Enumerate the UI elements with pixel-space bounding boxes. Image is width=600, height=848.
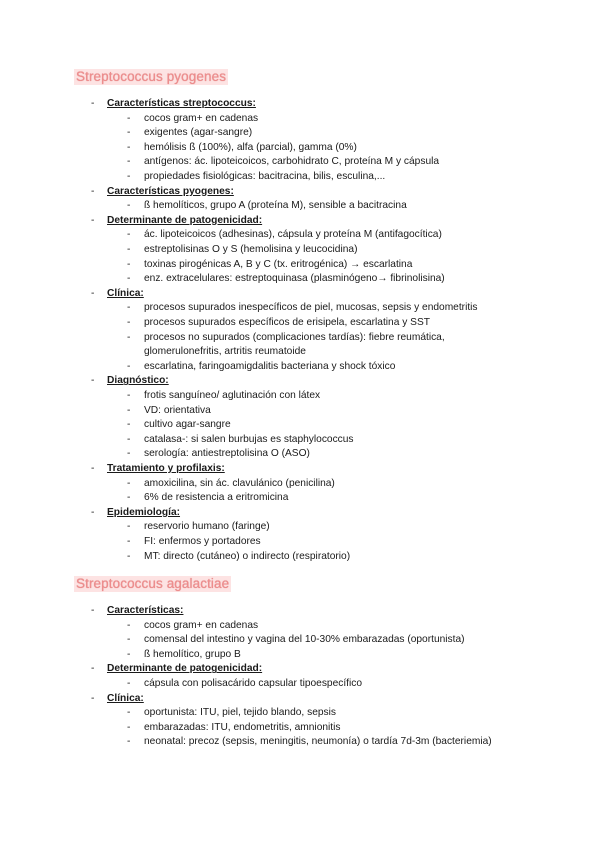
bullet-dash: - (127, 156, 131, 168)
bullet-dash: - (127, 404, 131, 416)
bullet-dash: - (127, 477, 131, 489)
bullet-dash: - (127, 127, 131, 139)
item-text: FI: enfermos y portadores (144, 536, 261, 547)
item-text: escarlatina, faringoamigdalitis bacteriana y shock tóxico (144, 360, 396, 372)
item-text: comensal del intestino y vagina del 10-30% embarazadas (oportunista) (144, 634, 465, 646)
item-text: reservorio humano (faringe) (144, 521, 270, 533)
bullet-dash: - (127, 419, 131, 431)
item-text: frotis sanguíneo/ aglutinación con látex (144, 390, 321, 401)
bullet-dash: - (127, 707, 131, 719)
item-text: MT: directo (cutáneo) o indirecto (respiratorio) (144, 550, 351, 562)
group-label: Clínica: (107, 287, 144, 299)
bullet-dash: - (127, 171, 131, 182)
item-text: estreptolisinas O y S (hemolisina y leucocidina) (144, 244, 358, 255)
item-text: embarazadas: ITU, endometritis, amnionitis (144, 721, 341, 733)
item-text: hemólisis ß (100%), alfa (parcial), gamma (0%) (144, 141, 357, 153)
bullet-dash: - (127, 112, 131, 124)
item-text: procesos supurados específicos de erisipela, escarlatina y SST (144, 317, 430, 328)
bullet-dash: - (127, 200, 131, 212)
item-text: ß hemolítico, grupo B (144, 648, 241, 660)
item-text: oportunista: ITU, piel, tejido blando, sepsis (144, 707, 336, 719)
item-text: propiedades fisiológicas: bacitracina, bilis, esculina,... (144, 171, 386, 182)
bullet-dash: - (127, 229, 131, 241)
bullet-dash: - (127, 302, 131, 314)
bullet-dash: - (91, 214, 95, 226)
group-label: Características: (107, 605, 184, 616)
group-label: Tratamiento y profilaxis: (107, 463, 225, 474)
item-text: procesos supurados inespecíficos de piel, mucosas, sepsis y endometritis (144, 302, 478, 314)
group-label: Diagnóstico: (107, 375, 169, 387)
bullet-dash: - (91, 463, 95, 474)
item-text: cápsula con polisacárido capsular tipoespecífico (144, 678, 363, 689)
bullet-dash: - (127, 648, 131, 660)
section-heading: Streptococcus agalactiae (76, 576, 230, 591)
item-text: cultivo agar-sangre (144, 419, 231, 431)
group-label: Determinante de patogenicidad: (107, 663, 263, 675)
item-text: procesos no supurados (complicaciones tardías): fiebre reumática, (144, 331, 445, 343)
bullet-dash: - (91, 185, 95, 197)
bullet-dash: - (127, 244, 131, 255)
bullet-dash: - (127, 492, 131, 504)
item-text: glomerulonefritis, artritis reumatoide (144, 346, 306, 358)
bullet-dash: - (91, 605, 95, 616)
bullet-dash: - (127, 273, 131, 285)
item-text: 6% de resistencia a eritromicina (144, 492, 289, 504)
bullet-dash: - (127, 536, 131, 547)
bullet-dash: - (127, 390, 131, 401)
group-label: Epidemiología: (107, 506, 181, 518)
bullet-dash: - (127, 448, 131, 460)
item-text: VD: orientativa (144, 404, 211, 416)
item-text: cocos gram+ en cadenas (144, 112, 259, 124)
item-text: amoxicilina, sin ác. clavulánico (penicilina) (144, 477, 335, 489)
bullet-dash: - (91, 506, 95, 518)
item-text: catalasa-: si salen burbujas es staphylococcus (144, 433, 354, 445)
section-heading: Streptococcus pyogenes (76, 69, 227, 84)
group-label: Características pyogenes: (107, 185, 234, 197)
item-text: antígenos: ác. lipoteicoicos, carbohidrato C, proteína M y cápsula (144, 156, 440, 168)
bullet-dash: - (127, 634, 131, 646)
group-label: Características streptococcus: (107, 98, 256, 109)
bullet-dash: - (127, 317, 131, 328)
bullet-dash: - (127, 550, 131, 562)
group-label: Clínica: (107, 692, 144, 704)
bullet-dash: - (91, 692, 95, 704)
bullet-dash: - (127, 736, 131, 748)
bullet-dash: - (91, 287, 95, 299)
bullet-dash: - (127, 360, 131, 372)
item-text: cocos gram+ en cadenas (144, 619, 259, 631)
item-text: serología: antiestreptolisina O (ASO) (144, 448, 310, 460)
bullet-dash: - (127, 678, 131, 689)
item-text: ác. lipoteicoicos (adhesinas), cápsula y proteína M (antifagocítica) (144, 229, 442, 241)
bullet-dash: - (127, 331, 131, 343)
bullet-dash: - (127, 433, 131, 445)
bullet-dash: - (127, 258, 131, 270)
item-text: enz. extracelulares: estreptoquinasa (plasminógeno→ fibrinolisina) (144, 273, 445, 285)
bullet-dash: - (127, 141, 131, 153)
bullet-dash: - (127, 619, 131, 631)
item-text: toxinas pirogénicas A, B y C (tx. eritrogénica) → escarlatina (144, 258, 413, 270)
item-text: exigentes (agar-sangre) (144, 127, 253, 139)
item-text: ß hemolíticos, grupo A (proteína M), sensible a bacitracina (144, 200, 407, 212)
bullet-dash: - (127, 521, 131, 533)
group-label: Determinante de patogenicidad: (107, 214, 263, 226)
item-text: neonatal: precoz (sepsis, meningitis, neumonía) o tardía 7d-3m (bacteriemia) (144, 736, 492, 748)
bullet-dash: - (91, 98, 95, 109)
bullet-dash: - (127, 721, 131, 733)
bullet-dash: - (91, 375, 95, 387)
bullet-dash: - (91, 663, 95, 675)
